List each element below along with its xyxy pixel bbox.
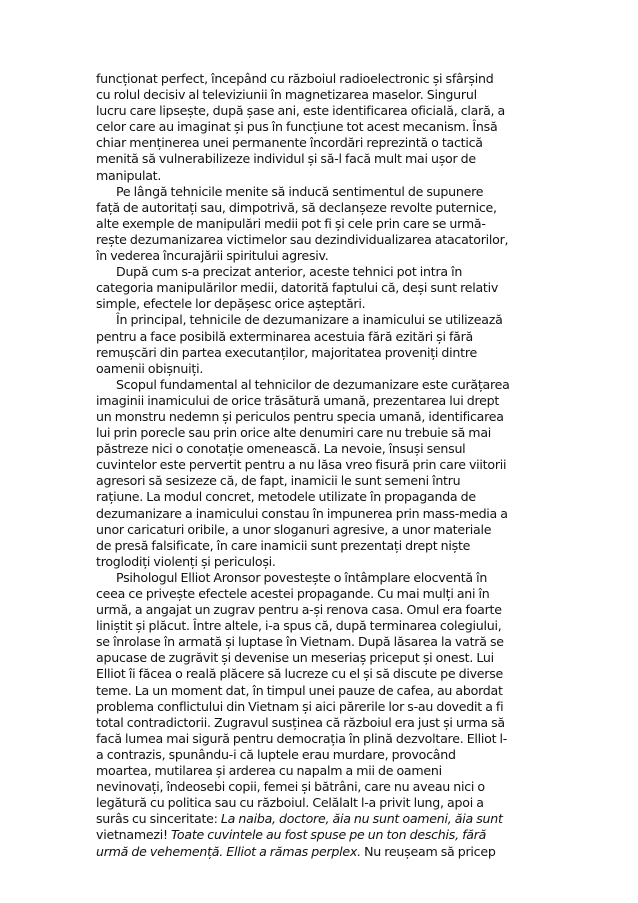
text-run: lui prin porecle sau prin orice alte denumiri care nu trebuie să mai (96, 425, 492, 441)
text-line (96, 312, 540, 328)
text-run: alte exemple de manipulări medii pot fi și cele prin care se urmă- (96, 215, 486, 231)
text-run: celor care au imaginat și pus în funcțiune tot acest mecanism. Însă (96, 119, 498, 135)
text-run: în vederea încurajării spiritului agresiv. (96, 248, 329, 264)
text-line (96, 232, 540, 248)
italic-text: Toate cuvintele au fost spuse pe un ton deschis, fără (167, 827, 487, 843)
text-run: Elliot îi făcea o reală plăcere să lucreze cu el și să discute pe diverse (96, 666, 504, 682)
text-line (96, 200, 540, 216)
text-line (96, 457, 540, 473)
text-run: rațiune. La modul concret, metodele utilizate în propaganda de (96, 489, 476, 505)
text-run: simple, efectele lor depășesc orice așteptări. (96, 296, 366, 312)
text-line (96, 570, 540, 586)
text-run: menită să vulnerabilizeze individul și să-l facă mult mai ușor de (96, 151, 476, 167)
text-line (96, 827, 540, 843)
text-run: un monstru nedemn și periculos pentru specia umană, identificarea (96, 408, 504, 424)
text-run: față de autoritați sau, dimpotrivă, să declanșeze revolte puternice, (96, 199, 497, 215)
text-line (96, 135, 540, 151)
text-run: dezumanizare a inamicului constau în impunerea prin mass-media a (96, 505, 508, 521)
text-run: păstreze nici o conotație omenească. La nevoie, însuși sensul (96, 441, 466, 457)
text-run: a contrazis, spunându-i că luptele erau murdare, provocând (96, 746, 456, 762)
paragraph (96, 184, 540, 264)
text-run: problema conflictului din Vietnam și aici părerile lor s-au dovedit a fi (96, 698, 504, 714)
text-line (96, 409, 540, 425)
text-run: urmă, a angajat un zugrav pentru a-și renova casa. Omul era foarte (96, 602, 502, 618)
document-page (96, 71, 540, 860)
text-run: apucase de zugrăvit și devenise un meseriaș priceput și onest. Lui (96, 650, 494, 666)
text-run: pentru a face posibilă exterminarea acestuia fără ezitări și fără (96, 328, 473, 344)
italic-text: urmă de vehemență. Elliot a rămas perplex. (96, 843, 365, 859)
text-run: Psihologul Elliot Aronsor povestește o întâmplare elocventă în (116, 569, 488, 585)
italic-text: La naiba, doctore, ăia nu sunt oameni, ăia sunt (220, 811, 503, 827)
paragraph (96, 312, 540, 376)
text-line (96, 634, 540, 650)
text-line (96, 666, 540, 682)
text-run: remușcări din partea executanților, majoritatea proveniți dintre (96, 344, 477, 360)
paragraph (96, 71, 540, 184)
text-line (96, 103, 540, 119)
text-line (96, 602, 540, 618)
text-run: unor caricaturi oribile, a unor sloganuri agresive, a unor materiale (96, 521, 492, 537)
text-run: vietnamezi! (96, 827, 168, 843)
text-line (96, 377, 540, 393)
text-line (96, 489, 540, 505)
text-line (96, 87, 540, 103)
text-line (96, 586, 540, 602)
text-run: În principal, tehnicile de dezumanizare a inamicului se utilizează (116, 312, 503, 328)
text-line (96, 699, 540, 715)
text-run: oamenii obișnuiți. (96, 360, 204, 376)
text-run: total contradictorii. Zugravul susținea că războiul era just și urma să (96, 714, 505, 730)
paragraph (96, 570, 540, 860)
text-run: manipulat. (96, 167, 162, 183)
text-line (96, 522, 540, 538)
text-run: Nu reușeam să pricep (364, 843, 496, 859)
text-line (96, 731, 540, 747)
text-line (96, 554, 540, 570)
text-line (96, 683, 540, 699)
text-line (96, 280, 540, 296)
text-line (96, 795, 540, 811)
text-line (96, 473, 540, 489)
text-run: moartea, mutilarea și arderea cu napalm a mii de oameni (96, 763, 442, 779)
text-line (96, 345, 540, 361)
text-line (96, 329, 540, 345)
text-line (96, 393, 540, 409)
text-line (96, 779, 540, 795)
text-run: de presă falsificate, în care inamicii sunt prezentați drept niște (96, 537, 471, 553)
text-line (96, 248, 540, 264)
text-line (96, 715, 540, 731)
text-line (96, 506, 540, 522)
text-run: funcționat perfect, începând cu războiul radioelectronic și sfârșind (96, 71, 494, 86)
text-line (96, 264, 540, 280)
text-run: imaginii inamicului de orice trăsătură umană, prezentarea lui drept (96, 392, 500, 408)
text-line (96, 151, 540, 167)
text-run: nevinovați, îndeosebi copii, femei și bătrâni, care nu aveau nici o (96, 779, 485, 795)
text-run: surâs cu sinceritate: (96, 811, 221, 827)
text-run: categoria manipulărilor medii, datorită faptului că, deși sunt relativ (96, 280, 499, 296)
text-line (96, 119, 540, 135)
text-line (96, 747, 540, 763)
text-line (96, 811, 540, 827)
text-run: ceea ce privește efectele acestei propagande. Cu mai mulți ani în (96, 586, 490, 601)
paragraph (96, 377, 540, 570)
text-run: rește dezumanizarea victimelor sau dezindividualizarea atacatorilor, (96, 231, 509, 247)
text-line (96, 168, 540, 184)
text-line (96, 844, 540, 860)
text-run: cuvintelor este pervertit pentru a nu lăsa vreo fisură prin care viitorii (96, 457, 507, 473)
text-run: teme. La un moment dat, în timpul unei pauze de cafea, au abordat (96, 682, 503, 698)
text-run: troglodiți violenți și periculoși. (96, 553, 276, 569)
text-line (96, 618, 540, 634)
text-line (96, 184, 540, 200)
text-run: Pe lângă tehnicile menite să inducă sentimentul de supunere (116, 183, 484, 199)
text-line (96, 763, 540, 779)
text-run: cu rolul decisiv al televiziunii în magnetizarea maselor. Singurul (96, 87, 477, 103)
text-line (96, 361, 540, 377)
text-line (96, 216, 540, 232)
text-run: liniștit și plăcut. Între altele, i-a spus că, după terminarea colegiului, (96, 618, 502, 634)
text-run: lucru care lipsește, după șase ani, este identificarea oficială, clară, a (96, 103, 506, 119)
text-line (96, 441, 540, 457)
text-line (96, 425, 540, 441)
text-line (96, 650, 540, 666)
text-run: Scopul fundamental al tehnicilor de dezumanizare este curățarea (116, 376, 510, 392)
text-run: După cum s-a precizat anterior, aceste tehnici pot intra în (116, 264, 463, 280)
text-run: se înrolase în armată și luptase în Vietnam. După lăsarea la vatră se (96, 634, 504, 650)
text-line (96, 71, 540, 87)
text-run: facă lumea mai sigură pentru democrația în plină dezvoltare. Elliot l- (96, 730, 508, 746)
text-run: chiar menținerea unei permanente încordări reprezintă o tactică (96, 135, 483, 151)
text-line (96, 538, 540, 554)
paragraph (96, 264, 540, 312)
text-run: legătură cu politica sau cu războiul. Celălalt l-a privit lung, apoi a (96, 795, 484, 811)
text-run: agresori să sesizeze că, de fapt, inamicii le sunt semeni întru (96, 473, 461, 489)
text-line (96, 296, 540, 312)
